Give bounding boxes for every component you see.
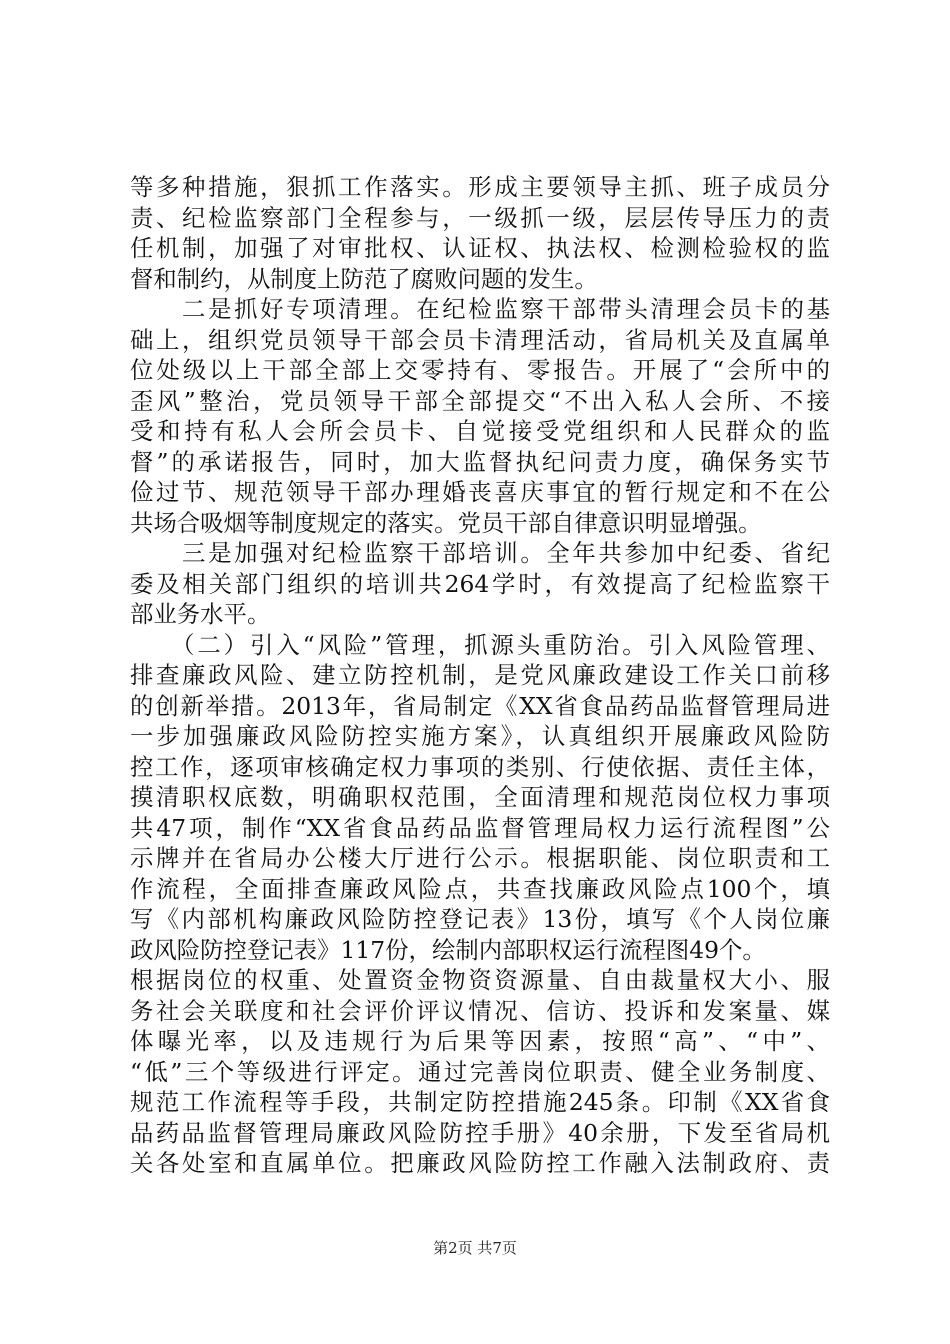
text-line: 品药品监督管理局廉政风险防控手册》40余册，下发至省局机 [130, 1118, 830, 1147]
page-number: 第2页 共7页 [433, 1239, 517, 1257]
text-line: 责、纪检监察部门全程参与，一级抓一级，层层传导压力的责 [130, 203, 830, 232]
text-line: 础上，组织党员领导干部会员卡清理活动，省局机关及直属单 [130, 325, 830, 354]
text-line: 排查廉政风险、建立防控机制，是党风廉政建设工作关口前移 [130, 661, 830, 689]
text-line: 规范工作流程等手段，共制定防控措施245条。印制《XX省食 [130, 1088, 830, 1116]
text-line: 督和制约，从制度上防范了腐败问题的发生。 [130, 264, 598, 293]
text-line: 摸清职权底数，明确职权范围，全面清理和规范岗位权力事项 [130, 783, 830, 811]
text-line: 等多种措施，狠抓工作落实。形成主要领导主抓、班子成员分 [130, 173, 830, 201]
text-line: 示牌并在省局办公楼大厅进行公示。根据职能、岗位职责和工 [130, 844, 830, 872]
text-line: （二）引入“风险”管理，抓源头重防治。引入风险管理、 [130, 630, 830, 659]
text-line: 三是加强对纪检监察干部培训。全年共参加中纪委、省纪 [130, 539, 830, 567]
text-line: 控工作，逐项审核确定权力事项的类别、行使依据、责任主体， [130, 752, 830, 781]
text-line: 共场合吸烟等制度规定的落实。党员干部自律意识明显增强。 [130, 508, 762, 537]
text-line: 受和持有私人会所会员卡、自觉接受党组织和人民群众的监 [130, 417, 830, 445]
text-line: 共47项，制作“XX省食品药品监督管理局权力运行流程图”公 [130, 813, 830, 842]
text-line: 政风险防控登记表》117份，绘制内部职权运行流程图49个。 [130, 935, 766, 964]
text-line: 二是抓好专项清理。在纪检监察干部带头清理会员卡的基 [130, 295, 830, 323]
text-line: 务社会关联度和社会评价评议情况、信访、投诉和发案量、媒 [130, 996, 830, 1025]
text-line: “低”三个等级进行评定。通过完善岗位职责、健全业务制度、 [130, 1057, 830, 1086]
text-line: 部业务水平。 [130, 600, 271, 628]
text-line: 位处级以上干部全部上交零持有、零报告。开展了“会所中的 [130, 356, 830, 384]
text-line: 一步加强廉政风险防控实施方案》，认真组织开展廉政风险防 [130, 722, 830, 750]
text-line: 俭过节、规范领导干部办理婚丧喜庆事宜的暂行规定和不在公 [130, 478, 830, 506]
text-line: 委及相关部门组织的培训共264学时，有效提高了纪检监察干 [130, 569, 830, 598]
text-line: 体曝光率，以及违规行为后果等因素，按照“高”、“中”、 [130, 1027, 830, 1055]
text-line: 任机制，加强了对审批权、认证权、执法权、检测检验权的监 [130, 234, 830, 262]
text-line: 根据岗位的权重、处置资金物资资源量、自由裁量权大小、服 [130, 966, 830, 994]
document-body [130, 172, 830, 1179]
text-line: 歪风”整治，党员领导干部全部提交“不出入私人会所、不接 [130, 386, 830, 415]
text-line: 督”的承诺报告，同时，加大监督执纪问责力度，确保务实节 [130, 447, 830, 476]
text-line: 关各处室和直属单位。把廉政风险防控工作融入法制政府、责 [130, 1149, 830, 1177]
text-line: 写《内部机构廉政风险防控登记表》13份，填写《个人岗位廉 [130, 905, 830, 933]
text-line: 作流程，全面排查廉政风险点，共查找廉政风险点100个，填 [130, 874, 830, 903]
text-line: 的创新举措。2013年，省局制定《XX省食品药品监督管理局进 [130, 691, 830, 720]
